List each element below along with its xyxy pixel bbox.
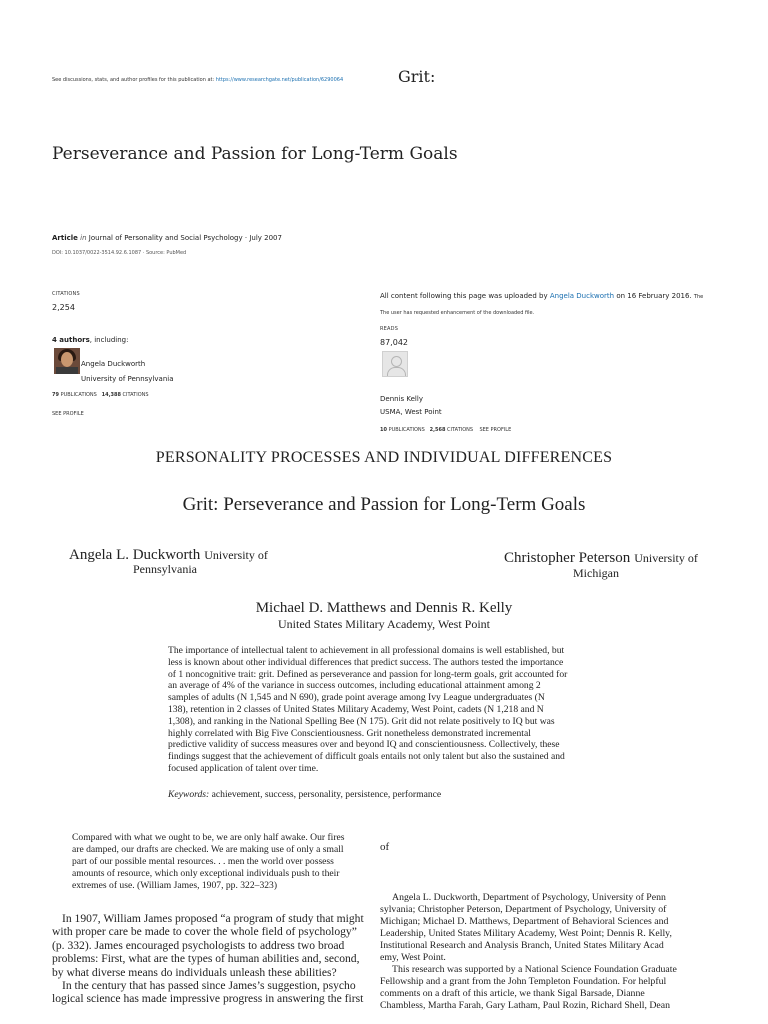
publication-link[interactable]: https://www.researchgate.net/publication/6290064 [215, 77, 344, 83]
article-in: in [80, 234, 87, 242]
upload-line [380, 292, 703, 300]
abstract-line: highly correlated with Big Five Conscientiousness. Grit nonetheless demonstrated incremental [168, 727, 531, 739]
abstract-line: an average of 4% of the variance in success outcomes, including educational attainment among 2 [168, 680, 541, 692]
author-affiliation-kelly: USMA, West Point [380, 408, 442, 416]
epigraph-line: extremes of use. (William James, 1907, pp. 322–323) [72, 879, 278, 891]
epigraph-line: are damped, our drafts are checked. We are making use of only a small [72, 843, 344, 855]
author2-block [504, 549, 698, 567]
author-stats-kelly [380, 427, 511, 433]
abstract-line: of 1 noncognitive trait: grit. Defined as perseverance and passion for long-term goals, grit accounted for [168, 668, 568, 680]
abstract-line: samples of adults (N 1,545 and N 690), grade point average among Ivy League undergraduates (N [168, 692, 545, 704]
epigraph [72, 832, 345, 892]
author-citations-label: CITATIONS [122, 392, 149, 398]
author-citations-count: 14,388 [101, 392, 121, 398]
author-note-line: Michigan; Michael D. Matthews, Department of Behavioral Sciences and [380, 915, 669, 927]
avatar-shirt [56, 367, 78, 374]
publications-label: PUBLICATIONS [60, 392, 97, 398]
upload-note-start: The [693, 294, 704, 300]
abstract-line: predictive validity of success measures over and beyond IQ and conscientiousness. Collectively, these [168, 739, 560, 751]
keywords-label: Keywords: [168, 789, 210, 800]
rg-discussion-line [52, 77, 343, 83]
body-line: (p. 332). James encouraged psychologists to address two broad [52, 938, 345, 952]
reads-label: READS [380, 326, 399, 332]
author-note-line: emy, West Point. [380, 951, 446, 963]
author-note-line: Institutional Research and Analysis Branch, United States Military Acad [380, 939, 664, 951]
body-line: by what diverse means do individuals unleash these abilities? [52, 965, 337, 979]
section-heading: PERSONALITY PROCESSES AND INDIVIDUAL DIFFERENCES [155, 449, 613, 466]
author-note-line: Angela L. Duckworth, Department of Psychology, University of Penn [392, 892, 666, 903]
epigraph-line: part of our possible mental resources. . . men the world over possess [72, 855, 334, 867]
upload-date: on 16 February 2016. [616, 292, 692, 300]
citations-label: CITATIONS [52, 291, 80, 297]
paper-title: Grit: Perseverance and Passion for Long-Term Goals [182, 494, 586, 515]
author-note-line: sylvania; Christopher Peterson, Department of Psychology, University of [380, 903, 667, 915]
doi-line: DOI: 10.1037/0022-3514.92.6.1087 · Source: PubMed [52, 250, 187, 256]
authors-heading-rest: , including: [89, 336, 129, 344]
abstract [168, 645, 604, 775]
abstract-line: 138), retention in 2 classes of United States Military Academy, West Point, cadets (N 1,218 and N [168, 703, 544, 715]
abstract-line: findings suggest that the achievement of difficult goals entails not only talent but also the sustained and [168, 751, 565, 763]
author-note-line: This research was supported by a National Science Foundation Graduate [392, 963, 677, 975]
cover-title-first-word: Grit: [398, 67, 436, 86]
author-avatar-kelly[interactable] [382, 351, 408, 377]
body-line: with proper care be made to cover the whole field of psychology” [52, 925, 357, 939]
body-line: In 1907, William James proposed “a program of study that might [62, 912, 364, 925]
avatar-placeholder-head [391, 356, 402, 367]
publications-label: PUBLICATIONS [388, 427, 425, 433]
upload-prefix: All content following this page was uploaded by [380, 292, 548, 300]
author2-name: Christopher Peterson [504, 550, 631, 566]
body-line: In the century that has passed since James’s suggestion, psycho [62, 979, 356, 993]
authors-3-4: Michael D. Matthews and Dennis R. Kelly [255, 600, 513, 616]
uploader-link[interactable]: Angela Duckworth [549, 292, 615, 300]
author-note-line: comments on a draft of this article, we thank Sigal Barsade, Dianne [380, 987, 645, 999]
see-profile-kelly[interactable]: SEE PROFILE [479, 427, 512, 433]
article-meta [52, 234, 282, 242]
publications-count: 10 [380, 427, 387, 433]
author-note-line: Leadership, United States Military Academy, West Point; Dennis R. Kelly, [380, 927, 672, 939]
epigraph-line: amounts of resource, which only exceptional individuals push to their [72, 867, 340, 879]
abstract-line: 1,308), and ranking in the National Spelling Bee (N 175). Grit did not relate positively to IQ but was [168, 715, 555, 727]
author-citations-label: CITATIONS [447, 427, 474, 433]
right-column-of: of [380, 841, 390, 853]
avatar-face [61, 352, 73, 367]
author-name-kelly[interactable]: Dennis Kelly [380, 395, 423, 403]
rg-discussion-prefix: See discussions, stats, and author profiles for this publication at: [52, 77, 215, 83]
author-avatar-duckworth[interactable] [54, 348, 80, 374]
abstract-line: less is known about other individual differences that predict success. The authors tested the importance [168, 656, 564, 668]
see-profile-duckworth[interactable]: SEE PROFILE [52, 411, 84, 417]
author2-affiliation-a: University of [634, 551, 698, 565]
citations-count: 2,254 [52, 303, 75, 312]
author-affiliation-duckworth: University of Pennsylvania [81, 375, 174, 383]
body-line: logical science has made impressive progress in answering the first [52, 992, 364, 1006]
author1-affiliation-a: University of [204, 548, 268, 562]
author-note-line: Chambless, Martha Farah, Gary Latham, Paul Rozin, Richard Shell, Dean [380, 999, 671, 1011]
authors-3-4-affiliation: United States Military Academy, West Point [277, 617, 490, 631]
reads-count: 87,042 [380, 338, 408, 347]
epigraph-line: Compared with what we ought to be, we are only half awake. Our fires [72, 832, 345, 843]
author2-affiliation-b: Michigan [573, 566, 619, 580]
body-text [52, 912, 364, 1006]
upload-note: The user has requested enhancement of the downloaded file. [380, 310, 535, 316]
authors-count: 4 authors [52, 336, 90, 344]
abstract-line: focused application of talent over time. [168, 762, 319, 774]
avatar-placeholder-body [387, 367, 406, 377]
keywords [168, 789, 441, 800]
author1-name: Angela L. Duckworth [69, 547, 201, 563]
article-type: Article [52, 234, 78, 242]
body-line: problems: First, what are the types of human abilities and, second, [52, 952, 360, 966]
author-note [380, 892, 677, 1012]
authors-heading [52, 336, 128, 344]
author-name-duckworth[interactable]: Angela Duckworth [81, 360, 146, 368]
cover-title: Perseverance and Passion for Long-Term Goals [52, 144, 458, 164]
publications-count: 79 [52, 392, 59, 398]
author-note-line: Fellowship and a grant from the John Templeton Foundation. For helpful [380, 975, 667, 987]
author-citations-count: 2,568 [429, 427, 446, 433]
keywords-list: achievement, success, personality, persistence, performance [211, 789, 442, 800]
author1-affiliation-b: Pennsylvania [133, 562, 197, 576]
journal-name: Journal of Personality and Social Psychology · July 2007 [88, 234, 282, 242]
abstract-line: The importance of intellectual talent to achievement in all professional domains is well established, but [168, 645, 565, 656]
author-stats-duckworth [52, 392, 149, 398]
